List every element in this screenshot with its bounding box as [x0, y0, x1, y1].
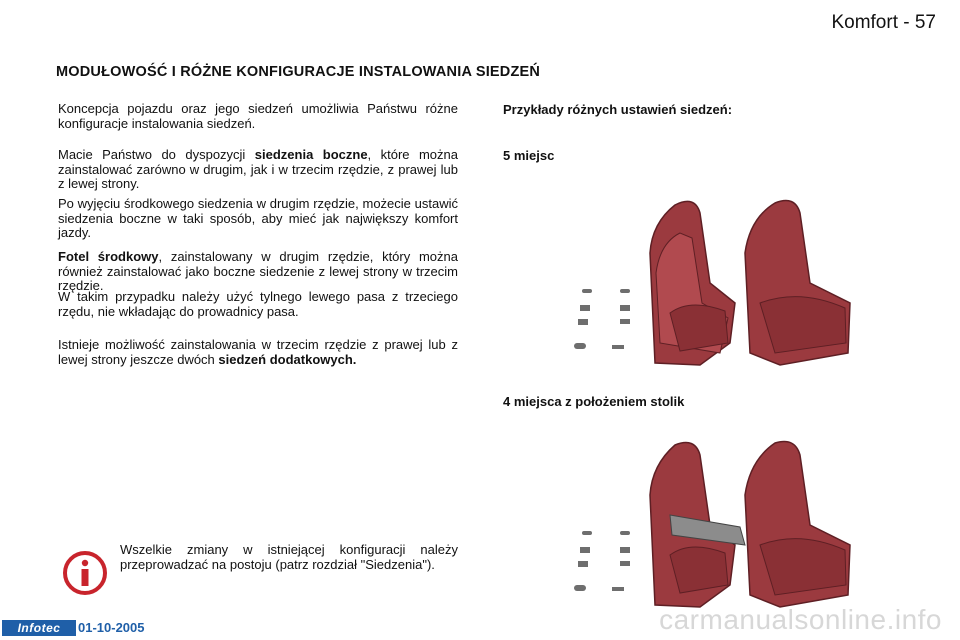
paragraph-belt — [58, 290, 458, 319]
paragraph-intro-text: Koncepcja pojazdu oraz jego siedzeń umożliwia Państwu różne konfiguracje instalowania siedzeń. — [58, 101, 458, 131]
config-5-seats-label: 5 miejsc — [503, 148, 555, 163]
seat-layout-4-table-figure — [560, 435, 860, 615]
footer-site-watermark: carmanualsonline.info — [659, 604, 942, 635]
paragraph-center-removal-text: Po wyjęciu środkowego siedzenia w drugim rzędzie, możecie ustawić siedzenia boczne w taki sposób, aby mieć jak największy komfort jazdy. — [58, 196, 458, 240]
paragraph-extra-seats — [58, 338, 458, 367]
seat-position-markers — [574, 531, 630, 591]
seat-row-right — [745, 201, 850, 365]
paragraph-center-removal — [58, 197, 458, 241]
paragraph-extra-seats-pre: Istnieje możliwość zainstalowania w trzecim rzędzie z prawej lub z lewej strony jeszcze dwóch — [58, 337, 458, 367]
paragraph-side-seats-pre: Macie Państwo do dyspozycji — [58, 147, 255, 162]
seat-row-right — [745, 442, 850, 608]
paragraph-center-seat-post: , zainstalowany w drugim rzędzie, który można również zainstalować jako boczne siedzenie z lewej strony w trzecim rzędzie. — [58, 249, 458, 293]
paragraph-side-seats-post: , które można zainstalować zarówno w drugim, jak i w trzecim rzędzie, z prawej lub z lewej strony. — [58, 147, 458, 191]
extra-seats-term: siedzeń dodatkowych. — [218, 351, 357, 367]
paragraph-intro — [58, 102, 458, 131]
section-title: MODUŁOWOŚĆ I RÓŻNE KONFIGURACJE INSTALOWANIA SIEDZEŃ — [56, 64, 541, 80]
seat-row-left — [650, 443, 745, 607]
seat-position-markers — [574, 289, 630, 349]
examples-heading: Przykłady różnych ustawień siedzeń: — [503, 102, 733, 117]
page-header-title: Komfort - 57 — [831, 12, 936, 33]
warning-note-text: Wszelkie zmiany w istniejącej konfiguracji należy przeprowadzać na postoju (patrz rozdział "Siedzenia"). — [120, 542, 458, 572]
side-seats-term: siedzenia boczne — [254, 147, 368, 162]
info-icon — [62, 550, 108, 596]
center-seat-term: Fotel środkowy — [58, 249, 159, 264]
seat-layout-5-figure — [560, 193, 860, 373]
paragraph-center-seat — [58, 250, 458, 294]
footer-date: 01-10-2005 — [78, 620, 145, 635]
paragraph-side-seats — [58, 148, 458, 192]
config-4-seats-table-label: 4 miejsca z położeniem stolik — [503, 394, 685, 409]
infotec-logo: Infotec — [2, 620, 76, 636]
paragraph-belt-text: W takim przypadku należy użyć tylnego lewego pasa z trzeciego rzędu, nie wkładając do prowadnicy pasa. — [58, 289, 458, 319]
seat-row-left — [650, 201, 735, 365]
